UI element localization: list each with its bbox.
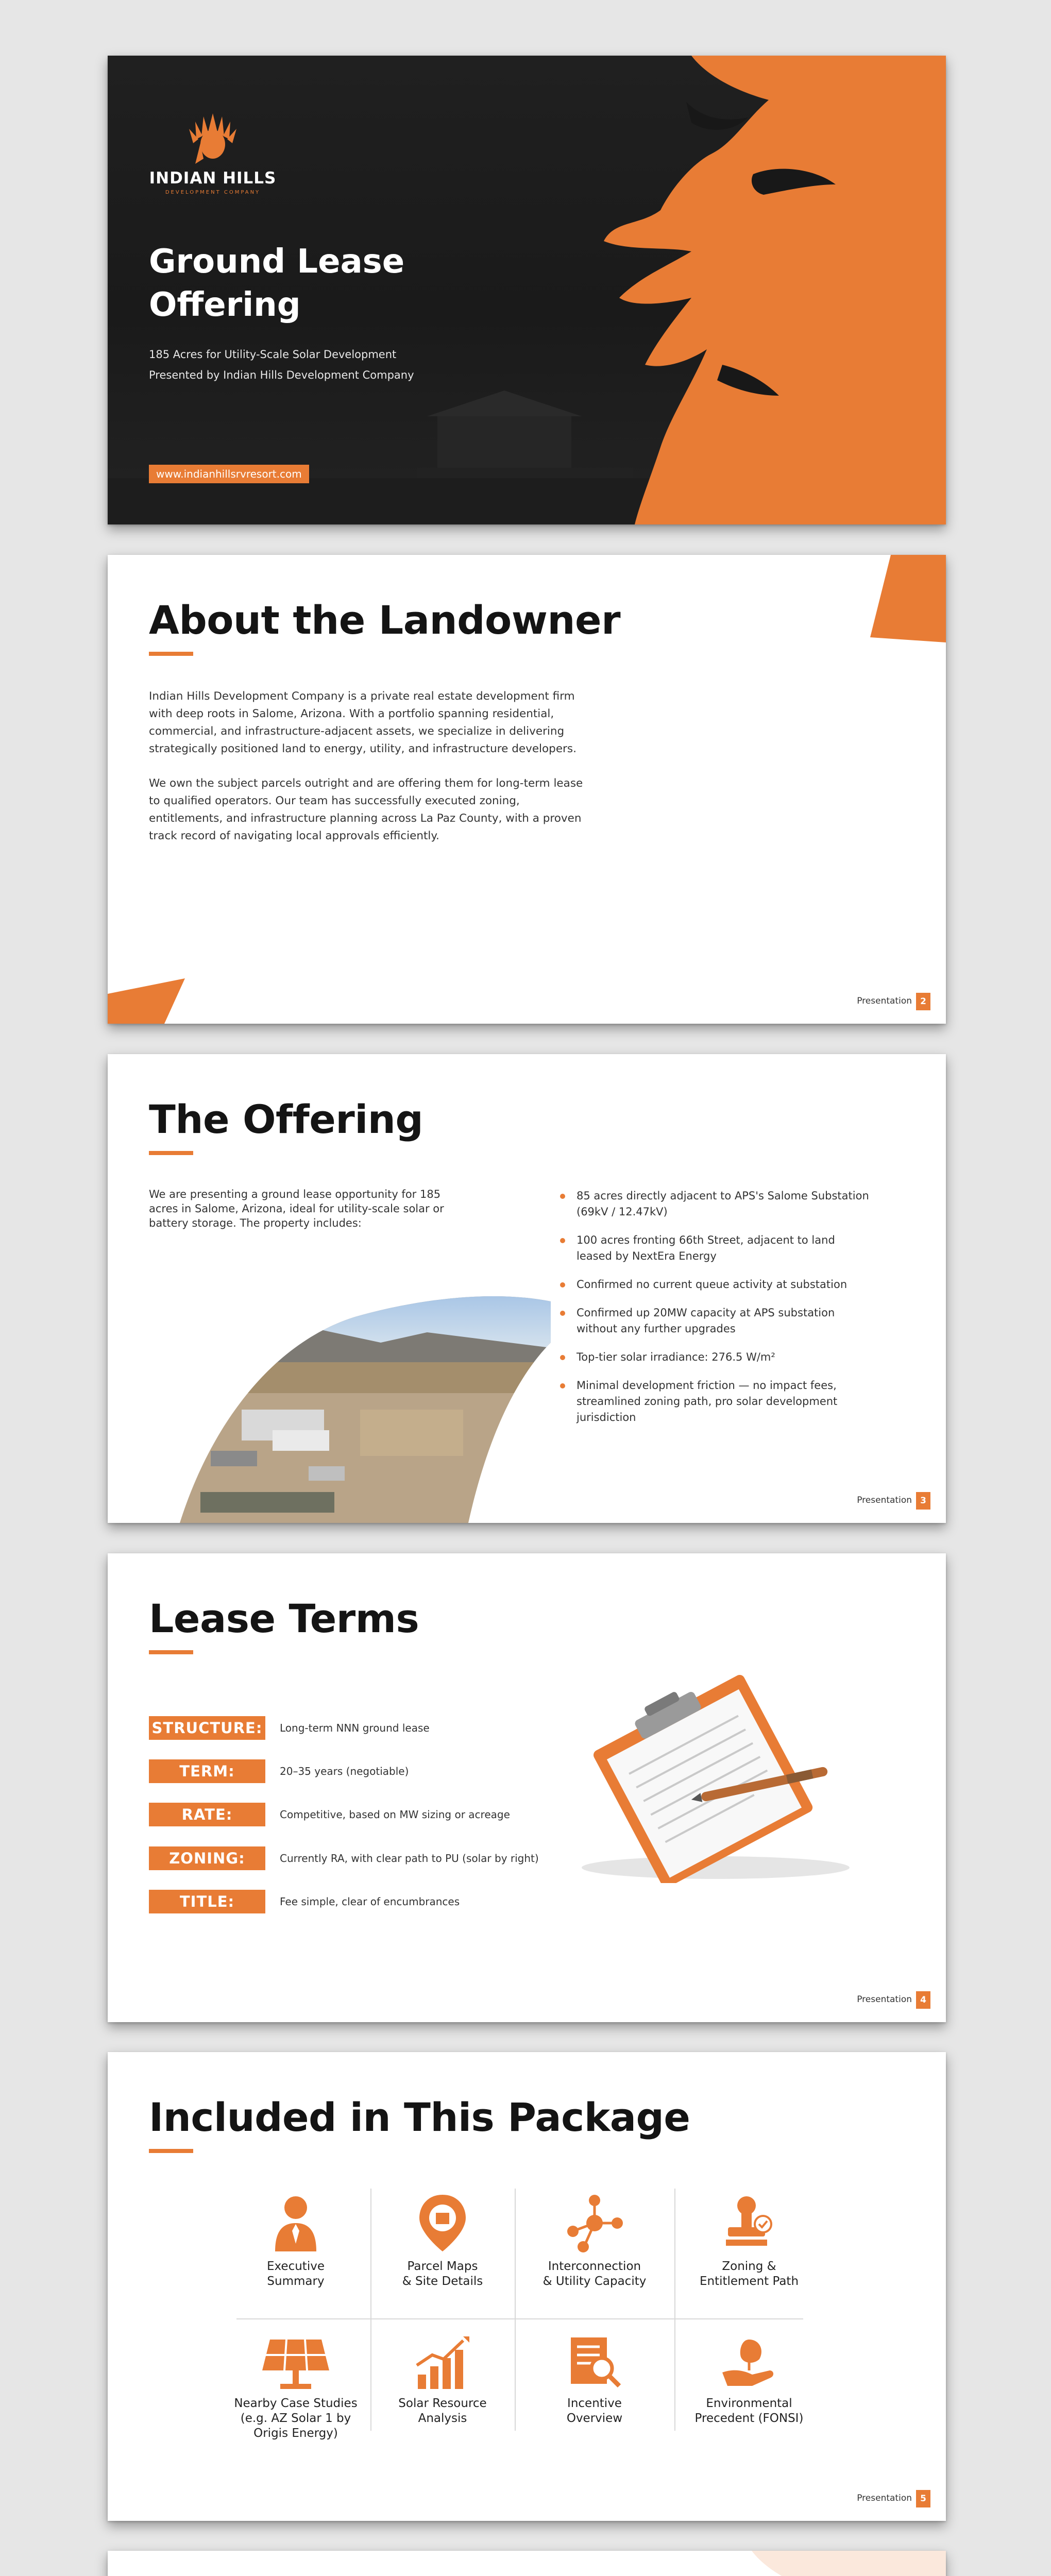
offering-intro: We are presenting a ground lease opportunity for 185 acres in Salome, Arizona, ideal for utility-scale solar or battery storage. The property includes: xyxy=(149,1188,444,1229)
package-label: Origis Energy) xyxy=(253,2427,338,2440)
page-number: 5 xyxy=(916,2490,930,2507)
hero-subtitle-line-2: Presented by Indian Hills Development Company xyxy=(149,369,414,381)
package-label: Entitlement Path xyxy=(699,2275,799,2288)
solar-panel-icon xyxy=(260,2334,332,2391)
list-item xyxy=(560,1232,869,1264)
website-url[interactable]: www.indianhillsrvresort.com xyxy=(149,465,309,483)
term-value: Fee simple, clear of encumbrances xyxy=(280,1895,460,1908)
bullet-dot-icon xyxy=(560,1355,565,1360)
slide-title: About the Landowner xyxy=(149,597,621,643)
headdress-logo-icon xyxy=(146,103,280,165)
package-item xyxy=(520,2334,669,2426)
title-underline xyxy=(149,652,193,656)
package-label: Solar Resource xyxy=(398,2397,487,2410)
package-label: Incentive xyxy=(567,2397,622,2410)
map-pin-icon xyxy=(414,2192,471,2254)
page-number: 2 xyxy=(916,993,930,1010)
term-value: Long-term NNN ground lease xyxy=(280,1722,430,1734)
package-label: Environmental xyxy=(706,2397,792,2410)
slide-title: The Offering xyxy=(149,1096,423,1142)
bullet-dot-icon xyxy=(560,1282,565,1287)
package-label: Precedent (FONSI) xyxy=(694,2412,804,2425)
footer-label: Presentation xyxy=(857,1994,912,2005)
package-label: Nearby Case Studies xyxy=(234,2397,358,2410)
bullet-dot-icon xyxy=(560,1238,565,1243)
stamp-icon xyxy=(721,2192,777,2254)
term-label: TITLE: xyxy=(149,1890,265,1913)
list-item xyxy=(560,1305,869,1337)
package-item xyxy=(520,2192,669,2289)
slide-title: Included in This Package xyxy=(149,2094,690,2140)
slide-title xyxy=(108,56,946,524)
bullet-text: 85 acres directly adjacent to APS's Salome Substation (69kV / 12.47kV) xyxy=(577,1190,869,1218)
list-item xyxy=(560,1188,869,1220)
hero-subtitle xyxy=(149,344,414,385)
footer-label: Presentation xyxy=(857,996,912,1006)
list-item xyxy=(560,1349,869,1365)
package-label: Executive xyxy=(267,2260,325,2273)
bullet-text: Minimal development friction — no impact fees, streamlined zoning path, pro solar development jurisdiction xyxy=(577,1379,838,1423)
face-watermark xyxy=(680,2551,946,2576)
package-label: Overview xyxy=(566,2412,623,2425)
list-item xyxy=(560,1277,869,1293)
package-item xyxy=(221,2192,370,2289)
slide-offering xyxy=(108,1054,946,1523)
term-label: STRUCTURE: xyxy=(149,1716,265,1740)
about-paragraph-2: We own the subject parcels outright and are offering them for long-term lease to qualified operators. Our team has successfully executed zoning, entitlements, and infrastructure planning across La Paz County, with a proven track record of navigating local approvals efficiently. xyxy=(149,777,583,842)
title-underline xyxy=(149,2149,193,2153)
network-icon xyxy=(564,2192,625,2254)
bullet-dot-icon xyxy=(560,1311,565,1316)
term-value: 20–35 years (negotiable) xyxy=(280,1765,409,1777)
package-label: (e.g. AZ Solar 1 by xyxy=(240,2412,351,2425)
package-label: Interconnection xyxy=(548,2260,641,2273)
package-item xyxy=(674,2192,824,2289)
executive-icon xyxy=(267,2192,324,2254)
package-item xyxy=(368,2334,517,2426)
slide-package xyxy=(108,2052,946,2521)
corner-accent-bottom xyxy=(108,978,190,1024)
corner-accent-top xyxy=(870,555,946,642)
about-body xyxy=(149,688,592,862)
hero-subtitle-line-1: 185 Acres for Utility-Scale Solar Development xyxy=(149,348,397,361)
package-label: Summary xyxy=(267,2275,325,2288)
package-item xyxy=(674,2334,824,2426)
document-search-icon xyxy=(564,2334,625,2391)
aerial-site-photo xyxy=(139,1296,551,1523)
package-label: Zoning & xyxy=(722,2260,776,2273)
package-item xyxy=(221,2334,370,2441)
term-label: ZONING: xyxy=(149,1846,265,1870)
growth-chart-icon xyxy=(412,2334,473,2391)
page-number: 4 xyxy=(916,1991,930,2009)
bullet-dot-icon xyxy=(560,1383,565,1388)
about-paragraph-1: Indian Hills Development Company is a private real estate development firm with deep roots in Salome, Arizona. With a portfolio spanning residential, commercial, and infrastructure-adjacent assets, we specialize in delivering strategically positioned land to energy, utility, and infrastructure developers. xyxy=(149,690,577,755)
eco-hand-icon xyxy=(718,2334,780,2391)
bullet-text: Top-tier solar irradiance: 276.5 W/m² xyxy=(577,1351,775,1363)
face-illustration xyxy=(537,56,946,524)
package-item xyxy=(368,2192,517,2289)
package-label: Analysis xyxy=(418,2412,467,2425)
slide-executive-summary xyxy=(108,2551,946,2576)
slide-lease-terms xyxy=(108,1553,946,2022)
term-value: Currently RA, with clear path to PU (solar by right) xyxy=(280,1852,539,1865)
footer-label: Presentation xyxy=(857,1495,912,1505)
list-item xyxy=(560,1378,869,1426)
offering-bullets xyxy=(560,1188,869,1438)
bullet-text: 100 acres fronting 66th Street, adjacent to land leased by NextEra Energy xyxy=(577,1234,835,1262)
bullet-text: Confirmed up 20MW capacity at APS substation without any further upgrades xyxy=(577,1307,835,1335)
package-label: & Site Details xyxy=(402,2275,483,2288)
footer-label: Presentation xyxy=(857,2493,912,2503)
term-label: TERM: xyxy=(149,1759,265,1783)
logo-subtitle: DEVELOPMENT COMPANY xyxy=(165,190,261,195)
package-label: & Utility Capacity xyxy=(543,2275,647,2288)
logo-name: INDIAN HILLS xyxy=(149,169,277,188)
slide-about-landowner xyxy=(108,555,946,1024)
package-label: Parcel Maps xyxy=(407,2260,478,2273)
term-label: RATE: xyxy=(149,1803,265,1826)
bullet-dot-icon xyxy=(560,1194,565,1199)
clipboard-pen-icon xyxy=(546,1667,865,1883)
page-number: 3 xyxy=(916,1492,930,1510)
term-value: Competitive, based on MW sizing or acreage xyxy=(280,1808,510,1821)
slide-title: Lease Terms xyxy=(149,1596,419,1641)
hero-title: Ground Lease Offering xyxy=(149,243,405,324)
title-underline xyxy=(149,1151,193,1155)
grid-divider xyxy=(236,2318,803,2319)
bullet-text: Confirmed no current queue activity at substation xyxy=(577,1278,847,1291)
title-underline xyxy=(149,1650,193,1654)
